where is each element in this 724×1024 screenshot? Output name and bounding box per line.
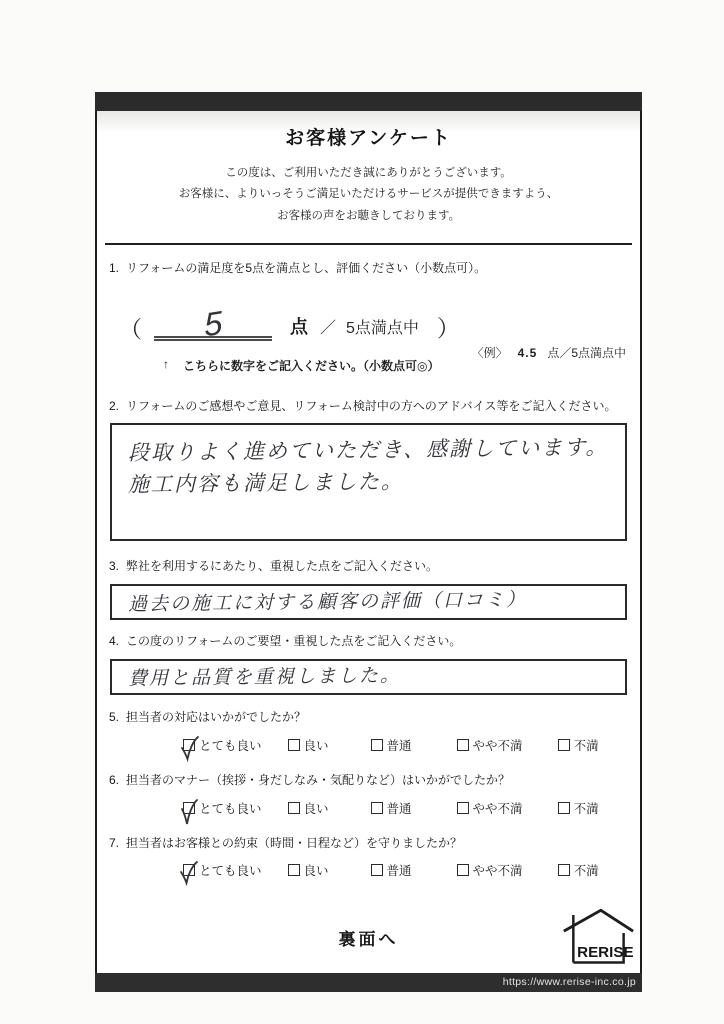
checkbox-unchecked[interactable] xyxy=(288,864,300,876)
score-example xyxy=(472,344,626,361)
question-5-header xyxy=(97,709,640,726)
option-futsuu[interactable] xyxy=(371,861,412,879)
svg-text:RERISE: RERISE xyxy=(577,944,634,962)
option-label: 不満 xyxy=(573,801,599,816)
rerise-house-logo xyxy=(561,901,635,967)
question-2 xyxy=(97,398,640,542)
handwritten-check-icon xyxy=(179,798,201,826)
option-label: 普通 xyxy=(386,864,412,879)
question-4 xyxy=(97,633,640,695)
option-yoi[interactable] xyxy=(288,736,329,754)
intro-line-2: お客様に、よりいっそうご満足いただけるサービスが提供できますよう、 xyxy=(178,188,559,201)
question-7 xyxy=(97,835,640,880)
score-out-of-label: 5点満点中 xyxy=(346,319,419,337)
option-fuman[interactable] xyxy=(558,861,599,879)
question-1-text: リフォームの満足度を5点を満点とし、評価ください（小数点可）。 xyxy=(126,260,487,275)
score-line xyxy=(119,303,640,360)
question-6-number: 6. xyxy=(109,772,120,787)
open-paren: （ xyxy=(119,315,142,342)
checkbox-checked[interactable] xyxy=(183,802,195,814)
option-futsuu[interactable] xyxy=(371,799,412,817)
checkbox-unchecked[interactable] xyxy=(288,802,300,814)
website-url-bar xyxy=(95,973,642,992)
question-5-options xyxy=(183,736,640,754)
question-6-options xyxy=(183,799,640,817)
intro-text xyxy=(97,163,640,227)
intro-line-1: この度は、ご利用いただき誠にありがとうございます。 xyxy=(225,167,512,179)
option-totemo-yoi[interactable] xyxy=(183,736,262,754)
score-slash: ／ xyxy=(320,319,337,337)
top-black-bar xyxy=(95,92,642,111)
question-4-header xyxy=(97,633,640,650)
option-label: 不満 xyxy=(573,738,599,753)
checkbox-unchecked[interactable] xyxy=(371,802,383,814)
option-label: 不満 xyxy=(573,864,599,879)
option-fuman[interactable] xyxy=(558,799,599,817)
survey-sheet xyxy=(95,92,642,992)
question-7-options xyxy=(183,861,640,879)
option-futsuu[interactable] xyxy=(371,736,412,754)
question-2-answer-box[interactable] xyxy=(110,423,627,541)
option-label: やや不満 xyxy=(472,801,523,816)
option-totemo-yoi[interactable] xyxy=(183,799,262,817)
checkbox-unchecked[interactable] xyxy=(457,739,469,751)
handwritten-answer-line: 費用と品質を重視しました。 xyxy=(127,665,402,690)
option-label: 普通 xyxy=(386,738,412,753)
checkbox-unchecked[interactable] xyxy=(371,739,383,751)
question-5-text: 担当者の対応はいかがでしたか？ xyxy=(126,709,307,724)
checkbox-unchecked[interactable] xyxy=(371,864,383,876)
question-6-header xyxy=(97,772,640,789)
footer xyxy=(97,899,640,969)
option-yaya-fuman[interactable] xyxy=(457,799,523,817)
option-label: 良い xyxy=(303,738,329,753)
score-unit-label: 点 xyxy=(290,316,308,337)
question-6 xyxy=(97,772,640,817)
handwritten-check-icon xyxy=(179,860,201,888)
option-yoi[interactable] xyxy=(288,799,329,817)
question-3 xyxy=(97,558,640,620)
back-page-label: 裏面へ xyxy=(338,930,399,950)
handwritten-check-icon xyxy=(179,735,201,763)
option-label: とても良い xyxy=(199,864,262,879)
page-title: お客様アンケート xyxy=(285,128,452,149)
question-6-text: 担当者のマナー（挨拶・身だしなみ・気配りなど）はいかがでしたか？ xyxy=(126,772,511,787)
option-label: やや不満 xyxy=(472,864,523,879)
option-yaya-fuman[interactable] xyxy=(457,861,523,879)
checkbox-unchecked[interactable] xyxy=(558,802,570,814)
question-4-text: この度のリフォームのご要望・重視した点をご記入ください。 xyxy=(126,634,462,649)
question-2-header xyxy=(97,398,640,415)
close-paren: ） xyxy=(436,314,460,341)
question-5 xyxy=(97,709,640,754)
question-5-number: 5. xyxy=(109,709,120,724)
question-1-number: 1. xyxy=(109,260,120,275)
option-label: とても良い xyxy=(199,738,262,753)
question-7-header xyxy=(97,835,640,852)
checkbox-checked[interactable] xyxy=(183,864,195,876)
option-label: やや不満 xyxy=(472,738,523,753)
question-4-answer-box[interactable] xyxy=(110,659,627,695)
handwritten-score: 5 xyxy=(202,303,224,344)
question-7-text: 担当者はお客様との約束（時間・日程など）を守りましたか？ xyxy=(126,835,463,850)
handwritten-answer-line: 施工内容も満足しました。 xyxy=(127,470,405,497)
checkbox-unchecked[interactable] xyxy=(457,864,469,876)
question-3-header xyxy=(97,558,640,575)
instruction-text: こちらに数字をご記入ください。（小数点可◎） xyxy=(183,358,440,373)
checkbox-unchecked[interactable] xyxy=(288,739,300,751)
example-suffix: 点／5点満点中 xyxy=(547,345,626,360)
question-3-answer-box[interactable] xyxy=(110,584,627,620)
question-3-text: 弊社を利用するにあたり、重視した点をご記入ください。 xyxy=(126,559,439,574)
checkbox-unchecked[interactable] xyxy=(558,864,570,876)
checkbox-unchecked[interactable] xyxy=(558,739,570,751)
up-arrow-icon: ↑ xyxy=(163,356,169,371)
checkbox-checked[interactable] xyxy=(183,739,195,751)
handwritten-answer-line: 過去の施工に対する顧客の評価（口コミ） xyxy=(127,589,528,616)
website-url: https://www.rerise-inc.co.jp xyxy=(502,976,636,989)
survey-form xyxy=(95,111,642,973)
option-yaya-fuman[interactable] xyxy=(457,736,523,754)
question-1 xyxy=(97,260,640,374)
divider-rule xyxy=(105,243,632,245)
example-value: 4.5 xyxy=(517,345,538,360)
question-4-number: 4. xyxy=(109,634,120,649)
question-2-text: リフォームのご感想やご意見、リフォーム検討中の方へのアドバイス等をご記入ください。 xyxy=(126,398,617,413)
question-1-header xyxy=(97,260,640,277)
option-label: 良い xyxy=(303,801,329,816)
question-3-number: 3. xyxy=(109,559,120,574)
intro-line-3: お客様の声をお聴きしております。 xyxy=(276,209,461,222)
question-2-number: 2. xyxy=(109,398,120,413)
score-input-field[interactable] xyxy=(154,303,272,344)
option-fuman[interactable] xyxy=(558,736,599,754)
option-label: 良い xyxy=(303,864,329,879)
option-totemo-yoi[interactable] xyxy=(183,861,262,879)
option-yoi[interactable] xyxy=(288,861,329,879)
checkbox-unchecked[interactable] xyxy=(457,802,469,814)
option-label: 普通 xyxy=(386,801,412,816)
example-label: 〈例〉 xyxy=(471,345,508,360)
option-label: とても良い xyxy=(199,801,262,816)
handwritten-answer-line: 段取りよく進めていただき、感謝しています。 xyxy=(127,436,609,466)
question-7-number: 7. xyxy=(109,835,120,850)
